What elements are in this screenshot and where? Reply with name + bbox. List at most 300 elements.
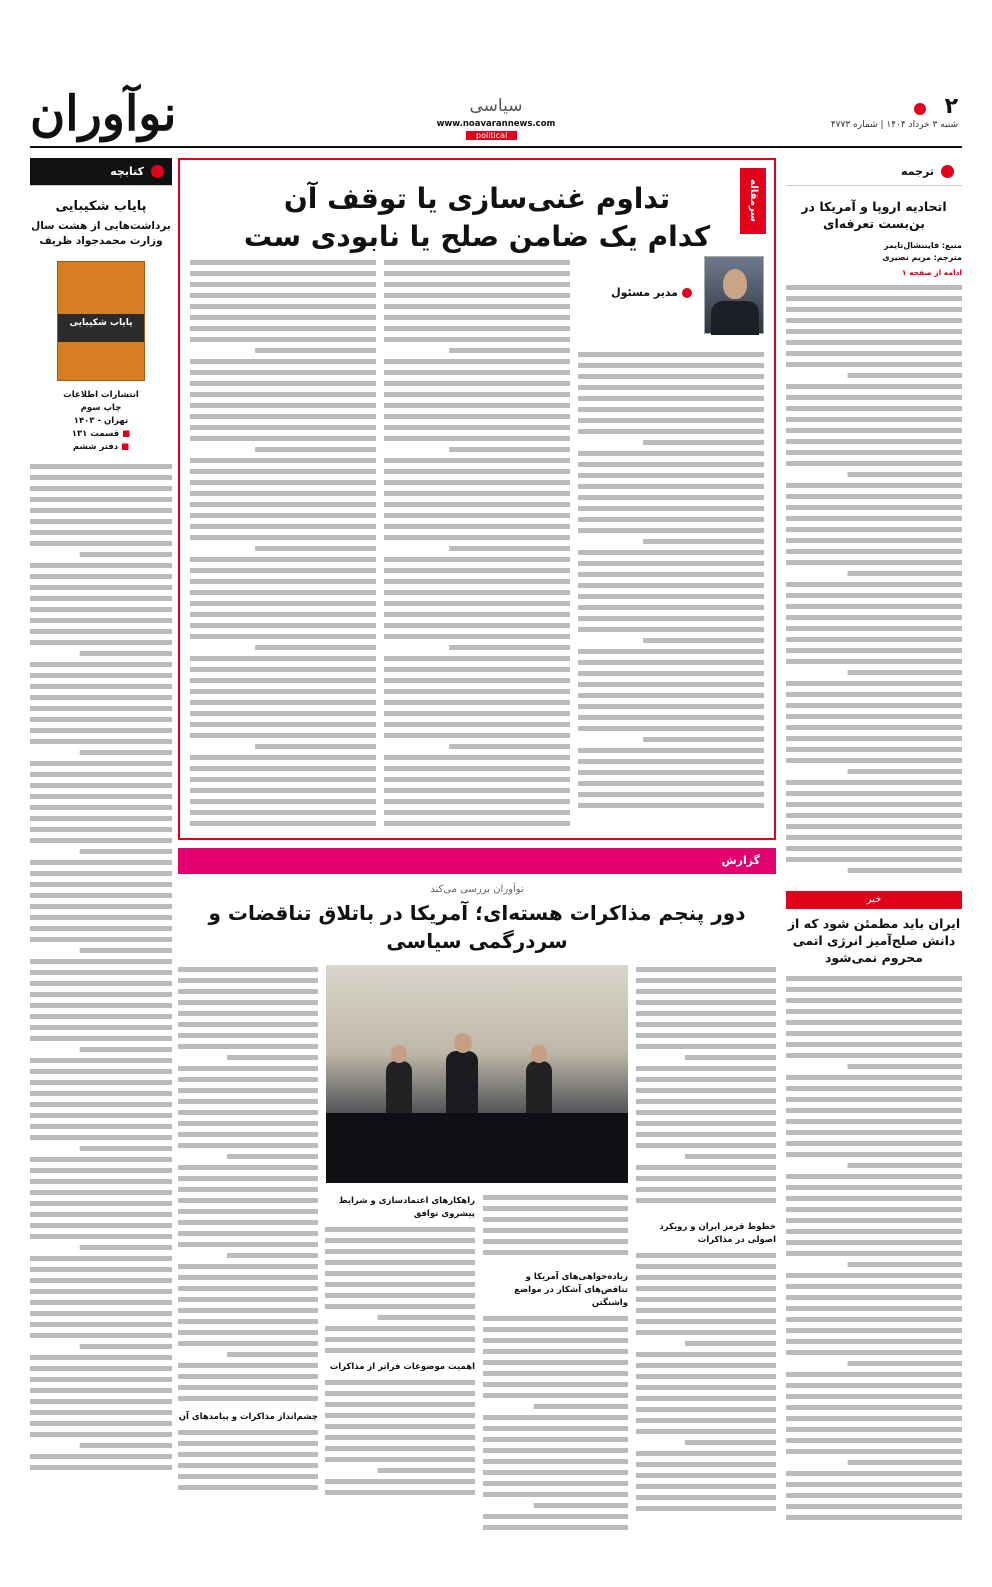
text-line [786,1086,962,1091]
text-line [190,403,376,408]
text-line [384,612,570,617]
text-line [786,1306,962,1311]
text-lines-placeholder [384,256,570,826]
text-line [30,1025,172,1030]
text-line [30,805,172,810]
text-line [190,480,376,485]
text-line [190,590,376,595]
text-line [578,770,764,775]
text-line [636,1429,776,1434]
text-line [30,1223,172,1228]
text-line [384,359,570,364]
text-line [636,1033,776,1038]
text-line [483,1206,628,1211]
text-line [227,1253,318,1258]
text-line [786,593,962,598]
text-line [636,1407,776,1412]
text-line [786,659,962,664]
text-line [30,706,172,711]
text-line [30,1179,172,1184]
text-line [578,407,764,412]
text-line [190,469,376,474]
text-line [190,513,376,518]
text-line [190,458,376,463]
book-title: پایاب شکیبایی [55,199,147,214]
text-line [190,359,376,364]
text-line [178,1297,318,1302]
text-line [384,260,570,265]
text-line [636,1066,776,1071]
text-line [325,1282,475,1287]
text-line [483,1338,628,1343]
text-line [325,1227,475,1232]
text-line [190,568,376,573]
report-photo [326,965,628,1183]
text-line [483,1470,628,1475]
text-lines-placeholder [30,460,172,1470]
book-edition: چاپ سوم [80,403,122,413]
text-line [190,502,376,507]
text-line [786,780,962,785]
text-line [636,1385,776,1390]
text-line [30,1069,172,1074]
text-line [786,824,962,829]
text-line [30,1311,172,1316]
book-header [30,158,172,186]
text-line [786,285,962,290]
report-subhead-3: راهکارهای اعتمادسازی و شرایط پیشروی توافق [338,1196,475,1219]
text-line [190,777,376,782]
text-line [190,799,376,804]
text-line [190,634,376,639]
bullet-icon: ■ [119,429,131,439]
text-line [483,1514,628,1519]
text-line [578,429,764,434]
text-line [786,417,962,422]
text-line [30,1355,172,1360]
text-line [685,1341,776,1346]
text-line [325,1413,475,1418]
text-line [30,1212,172,1217]
text-line [30,1014,172,1019]
text-line [786,1339,962,1344]
text-line [325,1490,475,1495]
text-line [325,1380,475,1385]
text-line [483,1349,628,1354]
text-line [190,337,376,342]
text-line [30,1399,172,1404]
text-line [178,978,318,983]
text-line [578,660,764,665]
report-title: دور پنجم مذاکرات هسته‌ای؛ آمریکا در باتلاق تناقضات و سردرگمی سیاسی [208,901,746,953]
text-line [578,583,764,588]
date-line: شنبه ۳ خرداد ۱۴۰۴ | شماره ۴۷۷۳ [830,120,958,130]
translation-translator: مترجم: مریم نصیری [882,253,962,262]
text-line [190,425,376,430]
book-body [30,460,172,1470]
text-line [178,989,318,994]
text-line [578,495,764,500]
text-line [786,692,962,697]
text-line [786,813,962,818]
text-line [786,1251,962,1256]
text-line [384,436,570,441]
text-line [384,425,570,430]
text-line [636,1374,776,1379]
text-lines-placeholder [786,972,962,1528]
text-line [178,1187,318,1192]
text-line [190,370,376,375]
text-line [636,1418,776,1423]
text-line [30,585,172,590]
report-subhead-5: چشم‌انداز مذاکرات و پیامدهای آن [178,1412,318,1422]
text-line [325,1304,475,1309]
text-line [178,1066,318,1071]
text-line [384,799,570,804]
text-line [636,1308,776,1313]
text-line [786,582,962,587]
text-line [30,541,172,546]
text-line [325,1260,475,1265]
text-line [384,590,570,595]
text-line [80,849,172,854]
text-line [384,700,570,705]
text-line [636,1253,776,1258]
text-line [786,1328,962,1333]
text-line [325,1249,475,1254]
text-line [636,1022,776,1027]
text-line [178,1264,318,1269]
text-line [178,1209,318,1214]
report-col-1 [636,963,776,1523]
text-line [483,1415,628,1420]
text-line [636,1000,776,1005]
text-line [786,1471,962,1476]
bullet-icon: ■ [118,442,130,452]
translation-header [786,158,962,186]
text-line [848,373,962,378]
text-line [30,1113,172,1118]
text-line [190,689,376,694]
text-line [190,722,376,727]
text-line [786,747,962,752]
text-line [449,447,570,452]
text-line [786,1284,962,1289]
text-line [190,282,376,287]
text-line [449,348,570,353]
text-line [786,1229,962,1234]
editorial-title-line2: کدام یک ضامن صلح یا نابودی ست [243,220,711,253]
text-line [636,1473,776,1478]
text-line [30,1190,172,1195]
text-line [30,1267,172,1272]
text-line [384,502,570,507]
text-line [578,792,764,797]
text-line [325,1435,475,1440]
text-line [30,497,172,502]
text-line [30,1432,172,1437]
text-line [636,1132,776,1137]
text-line [578,561,764,566]
masthead [0,0,992,150]
text-line [786,1108,962,1113]
text-line [30,1036,172,1041]
report-subhead-4: اهمیت موضوعات فراتر از مذاکرات [329,1362,475,1372]
text-line [848,769,962,774]
text-line [190,579,376,584]
masthead-rule [30,146,962,148]
text-line [384,392,570,397]
text-line [483,1228,628,1233]
text-line [30,1322,172,1327]
report-col-3 [325,1191,475,1500]
text-line [30,684,172,689]
text-line [178,1463,318,1468]
text-line [227,1154,318,1159]
text-line [30,618,172,623]
text-line [578,473,764,478]
text-line [786,725,962,730]
text-lines-placeholder [178,963,318,1403]
text-lines-placeholder [190,256,376,826]
text-line [30,1410,172,1415]
site-tag: political [466,131,517,140]
text-line [786,461,962,466]
text-line [384,788,570,793]
report-body [178,963,776,1523]
text-line [30,772,172,777]
text-line [178,1396,318,1401]
text-line [786,1273,962,1278]
text-line [786,439,962,444]
text-line [786,976,962,981]
text-line [483,1448,628,1453]
text-line [786,998,962,1003]
text-line [578,517,764,522]
text-line [578,385,764,390]
text-line [483,1316,628,1321]
text-line [30,981,172,986]
news-body [786,972,962,1528]
text-line [190,293,376,298]
text-line [578,572,764,577]
text-line [384,689,570,694]
text-line [30,1058,172,1063]
text-lines-placeholder [483,1191,628,1263]
text-line [786,626,962,631]
text-line [636,1011,776,1016]
text-line [30,882,172,887]
text-line [178,1011,318,1016]
text-line [578,594,764,599]
text-line [578,352,764,357]
translation-title: اتحادیه اروپا و آمریکا در بن‌بست تعرفه‌ای [801,199,947,231]
text-line [30,519,172,524]
text-line [384,282,570,287]
book-publisher: انتشارات اطلاعات [63,390,139,400]
text-line [190,436,376,441]
text-line [30,937,172,942]
text-line [30,783,172,788]
text-line [786,505,962,510]
text-line [30,508,172,513]
text-lines-placeholder [325,1223,475,1353]
text-line [786,1240,962,1245]
book-cover-title: پایاب شکیبایی [69,318,133,328]
text-line [30,640,172,645]
text-line [636,1297,776,1302]
text-line [190,667,376,672]
text-line [578,627,764,632]
text-line [578,616,764,621]
site-url[interactable]: www.noavarannews.com [436,119,556,129]
text-line [636,1088,776,1093]
text-line [30,1102,172,1107]
text-line [786,1493,962,1498]
text-lines-placeholder [178,1426,318,1496]
text-line [30,761,172,766]
text-line [384,656,570,661]
text-line [227,1352,318,1357]
author-photo [704,256,764,334]
text-line [786,1515,962,1520]
text-line [80,948,172,953]
text-line [636,1319,776,1324]
text-line [636,1110,776,1115]
text-line [30,1454,172,1459]
text-line [578,781,764,786]
text-line [786,450,962,455]
text-line [190,755,376,760]
report-subhead-2: زیاده‌خواهی‌های آمریکا و تناقض‌های آشکار در مواضع واشنگتن [514,1272,628,1308]
text-line [30,1080,172,1085]
text-line [578,726,764,731]
text-line [190,678,376,683]
text-line [80,1245,172,1250]
text-line [636,1077,776,1082]
text-line [578,550,764,555]
text-line [384,513,570,518]
section-title: سیاسی [469,96,523,116]
text-line [30,739,172,744]
text-line [578,759,764,764]
text-line [578,748,764,753]
text-line [227,1055,318,1060]
text-line [786,835,962,840]
text-line [636,1044,776,1049]
book-part: قسمت ۱۳۱ [71,429,120,439]
text-line [384,733,570,738]
text-line [786,1372,962,1377]
text-line [643,440,764,445]
text-line [786,406,962,411]
text-line [255,645,376,650]
translation-body [786,281,962,881]
text-line [384,271,570,276]
text-line [483,1459,628,1464]
text-line [636,978,776,983]
text-line [30,596,172,601]
text-line [384,414,570,419]
text-line [786,1053,962,1058]
author-dot-icon [682,288,692,298]
text-line [30,992,172,997]
text-line [483,1195,628,1200]
text-line [786,1394,962,1399]
text-line [786,1130,962,1135]
text-line [30,475,172,480]
translation-source: منبع: فایننشال‌تایمز [883,241,962,250]
text-line [636,1275,776,1280]
text-line [178,1099,318,1104]
text-line [786,987,962,992]
text-line [30,838,172,843]
text-line [449,744,570,749]
text-line [178,1077,318,1082]
text-line [30,1091,172,1096]
text-lines-placeholder [325,1376,475,1496]
text-line [384,755,570,760]
text-line [786,549,962,554]
text-line [786,1009,962,1014]
text-line [178,1000,318,1005]
text-line [636,1121,776,1126]
text-line [178,1143,318,1148]
text-line [178,1430,318,1435]
text-line [534,1503,628,1508]
text-line [30,1366,172,1371]
text-line [30,1289,172,1294]
text-line [578,451,764,456]
text-line [30,695,172,700]
text-line [786,604,962,609]
header-dot-icon [941,165,954,178]
text-line [578,506,764,511]
text-line [848,472,962,477]
book-next: دفتر ششم [72,442,119,452]
text-line [786,318,962,323]
text-line [80,750,172,755]
text-line [636,1462,776,1467]
text-line [255,348,376,353]
text-line [636,1165,776,1170]
text-line [325,1424,475,1429]
text-line [178,1441,318,1446]
text-line [30,1421,172,1426]
text-line [786,1317,962,1322]
text-line [643,737,764,742]
text-line [384,557,570,562]
text-line [178,1022,318,1027]
book-subtitle: برداشت‌هایی از هشت سال وزارت محمدجواد ظریف [31,220,171,247]
text-line [190,392,376,397]
text-line [190,601,376,606]
text-line [325,1337,475,1342]
text-line [786,736,962,741]
text-line [325,1479,475,1484]
text-line [30,1168,172,1173]
text-line [786,296,962,301]
text-line [325,1457,475,1462]
text-line [786,516,962,521]
text-line [786,791,962,796]
text-line [786,648,962,653]
report-col-2 [483,1191,628,1536]
text-line [80,1443,172,1448]
text-line [786,1218,962,1223]
text-line [786,307,962,312]
text-line [848,1064,962,1069]
